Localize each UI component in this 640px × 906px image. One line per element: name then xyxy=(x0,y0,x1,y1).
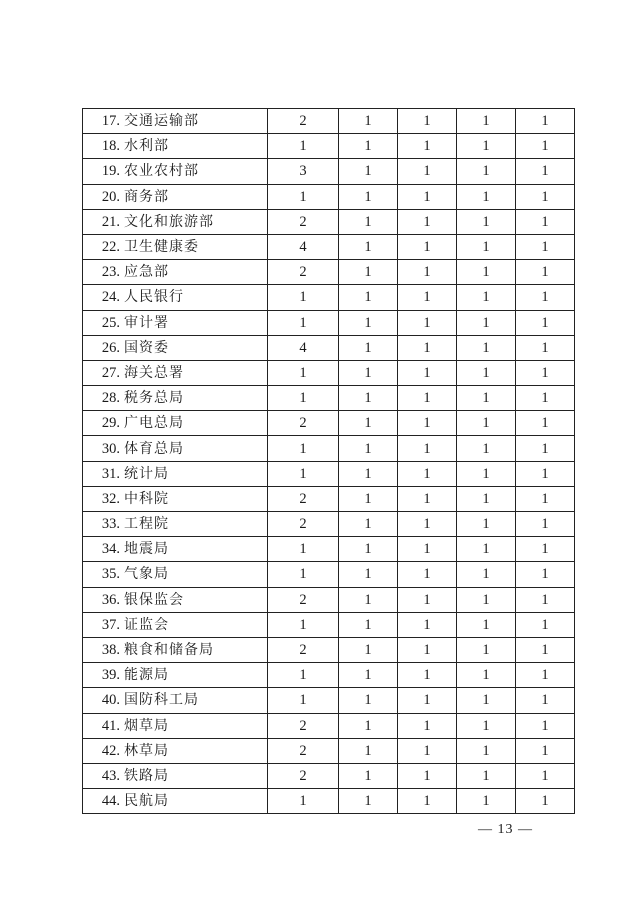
value-cell-1: 1 xyxy=(268,789,339,814)
value-cell-2: 1 xyxy=(339,562,398,587)
value-cell-5: 1 xyxy=(516,285,575,310)
value-cell-2: 1 xyxy=(339,436,398,461)
department-name: 农业农村部 xyxy=(121,159,268,184)
value-cell-4: 1 xyxy=(457,663,516,688)
row-index: 17. xyxy=(83,109,122,134)
value-cell-1: 1 xyxy=(268,537,339,562)
value-cell-1: 1 xyxy=(268,562,339,587)
value-cell-4: 1 xyxy=(457,159,516,184)
table-row xyxy=(83,234,575,259)
row-index: 21. xyxy=(83,209,122,234)
table-row xyxy=(83,789,575,814)
department-name: 证监会 xyxy=(121,612,268,637)
value-cell-1: 1 xyxy=(268,436,339,461)
value-cell-4: 1 xyxy=(457,562,516,587)
value-cell-3: 1 xyxy=(398,335,457,360)
value-cell-1: 4 xyxy=(268,234,339,259)
value-cell-4: 1 xyxy=(457,386,516,411)
department-name: 工程院 xyxy=(121,512,268,537)
value-cell-3: 1 xyxy=(398,763,457,788)
value-cell-1: 2 xyxy=(268,209,339,234)
table-row xyxy=(83,486,575,511)
value-cell-2: 1 xyxy=(339,310,398,335)
row-index: 27. xyxy=(83,360,122,385)
value-cell-5: 1 xyxy=(516,109,575,134)
value-cell-3: 1 xyxy=(398,663,457,688)
table-row xyxy=(83,461,575,486)
department-name: 税务总局 xyxy=(121,386,268,411)
table-row xyxy=(83,436,575,461)
row-index: 36. xyxy=(83,587,122,612)
row-index: 38. xyxy=(83,637,122,662)
value-cell-1: 2 xyxy=(268,637,339,662)
department-name: 国资委 xyxy=(121,335,268,360)
row-index: 32. xyxy=(83,486,122,511)
row-index: 43. xyxy=(83,763,122,788)
value-cell-2: 1 xyxy=(339,335,398,360)
table-row xyxy=(83,763,575,788)
value-cell-3: 1 xyxy=(398,159,457,184)
value-cell-1: 1 xyxy=(268,461,339,486)
value-cell-1: 2 xyxy=(268,763,339,788)
table-row xyxy=(83,587,575,612)
value-cell-2: 1 xyxy=(339,713,398,738)
value-cell-3: 1 xyxy=(398,486,457,511)
value-cell-3: 1 xyxy=(398,562,457,587)
value-cell-4: 1 xyxy=(457,512,516,537)
value-cell-5: 1 xyxy=(516,713,575,738)
value-cell-5: 1 xyxy=(516,562,575,587)
value-cell-2: 1 xyxy=(339,109,398,134)
department-name: 能源局 xyxy=(121,663,268,688)
value-cell-3: 1 xyxy=(398,512,457,537)
value-cell-4: 1 xyxy=(457,688,516,713)
value-cell-1: 1 xyxy=(268,688,339,713)
value-cell-1: 2 xyxy=(268,512,339,537)
value-cell-4: 1 xyxy=(457,461,516,486)
value-cell-2: 1 xyxy=(339,159,398,184)
value-cell-4: 1 xyxy=(457,486,516,511)
value-cell-2: 1 xyxy=(339,134,398,159)
table-row xyxy=(83,260,575,285)
value-cell-4: 1 xyxy=(457,260,516,285)
value-cell-3: 1 xyxy=(398,234,457,259)
value-cell-4: 1 xyxy=(457,763,516,788)
value-cell-2: 1 xyxy=(339,360,398,385)
row-index: 33. xyxy=(83,512,122,537)
value-cell-2: 1 xyxy=(339,512,398,537)
department-name: 商务部 xyxy=(121,184,268,209)
value-cell-3: 1 xyxy=(398,612,457,637)
value-cell-1: 1 xyxy=(268,386,339,411)
value-cell-3: 1 xyxy=(398,789,457,814)
page-number: — 13 — xyxy=(478,822,533,837)
value-cell-4: 1 xyxy=(457,109,516,134)
department-name: 气象局 xyxy=(121,562,268,587)
value-cell-3: 1 xyxy=(398,260,457,285)
value-cell-2: 1 xyxy=(339,260,398,285)
department-name: 林草局 xyxy=(121,738,268,763)
value-cell-5: 1 xyxy=(516,688,575,713)
department-name: 水利部 xyxy=(121,134,268,159)
allocation-table xyxy=(82,108,575,814)
value-cell-2: 1 xyxy=(339,537,398,562)
department-name: 应急部 xyxy=(121,260,268,285)
value-cell-3: 1 xyxy=(398,738,457,763)
value-cell-5: 1 xyxy=(516,209,575,234)
value-cell-5: 1 xyxy=(516,335,575,360)
table-row xyxy=(83,738,575,763)
table-row xyxy=(83,411,575,436)
value-cell-2: 1 xyxy=(339,612,398,637)
value-cell-3: 1 xyxy=(398,436,457,461)
value-cell-3: 1 xyxy=(398,411,457,436)
table-row xyxy=(83,386,575,411)
value-cell-5: 1 xyxy=(516,537,575,562)
department-name: 卫生健康委 xyxy=(121,234,268,259)
table-row xyxy=(83,285,575,310)
value-cell-3: 1 xyxy=(398,184,457,209)
row-index: 34. xyxy=(83,537,122,562)
department-name: 人民银行 xyxy=(121,285,268,310)
value-cell-5: 1 xyxy=(516,738,575,763)
value-cell-3: 1 xyxy=(398,713,457,738)
department-name: 民航局 xyxy=(121,789,268,814)
department-name: 统计局 xyxy=(121,461,268,486)
value-cell-5: 1 xyxy=(516,159,575,184)
value-cell-3: 1 xyxy=(398,587,457,612)
department-name: 粮食和储备局 xyxy=(121,637,268,662)
value-cell-5: 1 xyxy=(516,386,575,411)
value-cell-5: 1 xyxy=(516,637,575,662)
value-cell-5: 1 xyxy=(516,512,575,537)
value-cell-3: 1 xyxy=(398,109,457,134)
table-body xyxy=(83,109,575,814)
value-cell-2: 1 xyxy=(339,209,398,234)
value-cell-1: 1 xyxy=(268,663,339,688)
value-cell-1: 4 xyxy=(268,335,339,360)
row-index: 23. xyxy=(83,260,122,285)
value-cell-5: 1 xyxy=(516,360,575,385)
value-cell-4: 1 xyxy=(457,134,516,159)
value-cell-1: 1 xyxy=(268,310,339,335)
table-row xyxy=(83,663,575,688)
row-index: 28. xyxy=(83,386,122,411)
value-cell-4: 1 xyxy=(457,713,516,738)
value-cell-4: 1 xyxy=(457,587,516,612)
row-index: 30. xyxy=(83,436,122,461)
value-cell-3: 1 xyxy=(398,461,457,486)
department-name: 铁路局 xyxy=(121,763,268,788)
table-row xyxy=(83,159,575,184)
department-name: 广电总局 xyxy=(121,411,268,436)
value-cell-3: 1 xyxy=(398,360,457,385)
value-cell-4: 1 xyxy=(457,234,516,259)
value-cell-4: 1 xyxy=(457,184,516,209)
value-cell-5: 1 xyxy=(516,134,575,159)
value-cell-4: 1 xyxy=(457,411,516,436)
value-cell-1: 2 xyxy=(268,260,339,285)
row-index: 44. xyxy=(83,789,122,814)
table-row xyxy=(83,360,575,385)
value-cell-1: 1 xyxy=(268,184,339,209)
value-cell-2: 1 xyxy=(339,184,398,209)
value-cell-5: 1 xyxy=(516,763,575,788)
value-cell-5: 1 xyxy=(516,663,575,688)
value-cell-3: 1 xyxy=(398,537,457,562)
row-index: 19. xyxy=(83,159,122,184)
value-cell-1: 2 xyxy=(268,109,339,134)
value-cell-2: 1 xyxy=(339,763,398,788)
value-cell-1: 1 xyxy=(268,360,339,385)
value-cell-2: 1 xyxy=(339,663,398,688)
row-index: 18. xyxy=(83,134,122,159)
department-name: 交通运输部 xyxy=(121,109,268,134)
table-row xyxy=(83,688,575,713)
value-cell-5: 1 xyxy=(516,260,575,285)
value-cell-2: 1 xyxy=(339,587,398,612)
value-cell-1: 2 xyxy=(268,587,339,612)
row-index: 20. xyxy=(83,184,122,209)
department-name: 审计署 xyxy=(121,310,268,335)
value-cell-5: 1 xyxy=(516,436,575,461)
value-cell-4: 1 xyxy=(457,436,516,461)
value-cell-2: 1 xyxy=(339,637,398,662)
row-index: 35. xyxy=(83,562,122,587)
value-cell-1: 1 xyxy=(268,134,339,159)
value-cell-2: 1 xyxy=(339,411,398,436)
value-cell-2: 1 xyxy=(339,386,398,411)
table-row xyxy=(83,713,575,738)
value-cell-2: 1 xyxy=(339,789,398,814)
row-index: 39. xyxy=(83,663,122,688)
value-cell-3: 1 xyxy=(398,134,457,159)
value-cell-3: 1 xyxy=(398,310,457,335)
row-index: 37. xyxy=(83,612,122,637)
table-row xyxy=(83,512,575,537)
value-cell-1: 2 xyxy=(268,411,339,436)
value-cell-1: 2 xyxy=(268,713,339,738)
row-index: 41. xyxy=(83,713,122,738)
value-cell-1: 1 xyxy=(268,285,339,310)
row-index: 22. xyxy=(83,234,122,259)
value-cell-2: 1 xyxy=(339,285,398,310)
value-cell-4: 1 xyxy=(457,612,516,637)
value-cell-3: 1 xyxy=(398,688,457,713)
value-cell-3: 1 xyxy=(398,285,457,310)
value-cell-1: 1 xyxy=(268,612,339,637)
value-cell-4: 1 xyxy=(457,537,516,562)
row-index: 29. xyxy=(83,411,122,436)
value-cell-1: 3 xyxy=(268,159,339,184)
row-index: 25. xyxy=(83,310,122,335)
value-cell-5: 1 xyxy=(516,411,575,436)
value-cell-5: 1 xyxy=(516,789,575,814)
value-cell-5: 1 xyxy=(516,184,575,209)
value-cell-1: 2 xyxy=(268,486,339,511)
table-row xyxy=(83,562,575,587)
department-name: 银保监会 xyxy=(121,587,268,612)
department-name: 体育总局 xyxy=(121,436,268,461)
row-index: 31. xyxy=(83,461,122,486)
table-row xyxy=(83,335,575,360)
value-cell-5: 1 xyxy=(516,461,575,486)
department-name: 海关总署 xyxy=(121,360,268,385)
table-row xyxy=(83,109,575,134)
table-row xyxy=(83,134,575,159)
value-cell-2: 1 xyxy=(339,738,398,763)
value-cell-5: 1 xyxy=(516,234,575,259)
value-cell-2: 1 xyxy=(339,461,398,486)
value-cell-3: 1 xyxy=(398,209,457,234)
value-cell-4: 1 xyxy=(457,209,516,234)
department-name: 国防科工局 xyxy=(121,688,268,713)
department-name: 地震局 xyxy=(121,537,268,562)
value-cell-5: 1 xyxy=(516,486,575,511)
value-cell-4: 1 xyxy=(457,789,516,814)
value-cell-5: 1 xyxy=(516,310,575,335)
department-name: 文化和旅游部 xyxy=(121,209,268,234)
value-cell-2: 1 xyxy=(339,234,398,259)
value-cell-4: 1 xyxy=(457,310,516,335)
row-index: 26. xyxy=(83,335,122,360)
row-index: 40. xyxy=(83,688,122,713)
value-cell-4: 1 xyxy=(457,285,516,310)
department-name: 中科院 xyxy=(121,486,268,511)
department-name: 烟草局 xyxy=(121,713,268,738)
value-cell-1: 2 xyxy=(268,738,339,763)
row-index: 24. xyxy=(83,285,122,310)
row-index: 42. xyxy=(83,738,122,763)
value-cell-5: 1 xyxy=(516,587,575,612)
table-row xyxy=(83,209,575,234)
table-row xyxy=(83,310,575,335)
value-cell-5: 1 xyxy=(516,612,575,637)
table-row xyxy=(83,612,575,637)
value-cell-4: 1 xyxy=(457,637,516,662)
table-row xyxy=(83,537,575,562)
value-cell-3: 1 xyxy=(398,637,457,662)
table-row xyxy=(83,637,575,662)
value-cell-4: 1 xyxy=(457,360,516,385)
value-cell-2: 1 xyxy=(339,486,398,511)
value-cell-4: 1 xyxy=(457,335,516,360)
table-row xyxy=(83,184,575,209)
value-cell-4: 1 xyxy=(457,738,516,763)
value-cell-3: 1 xyxy=(398,386,457,411)
value-cell-2: 1 xyxy=(339,688,398,713)
